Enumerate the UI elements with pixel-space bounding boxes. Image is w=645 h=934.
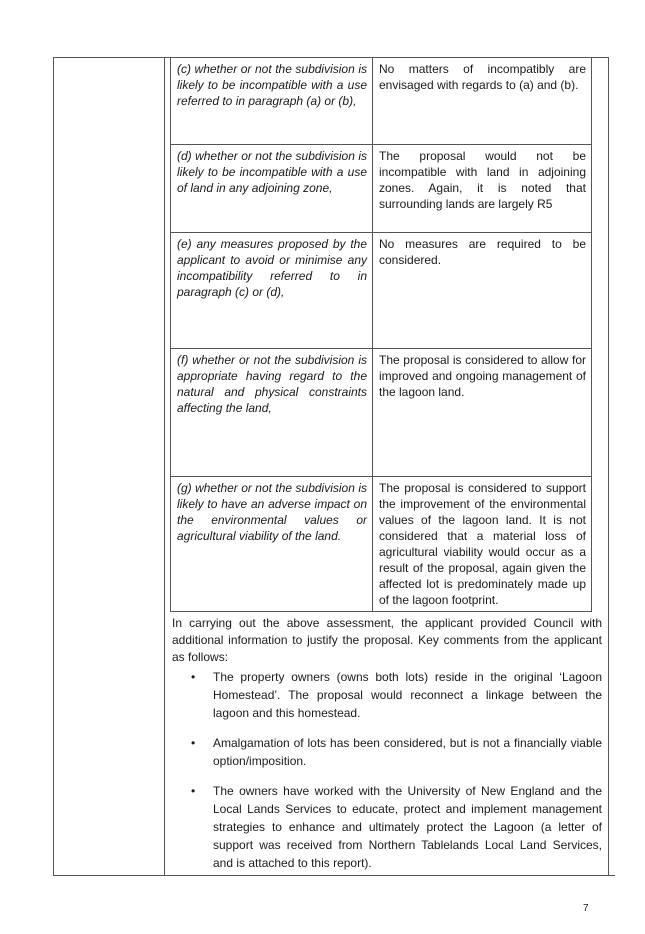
bullet-icon: • — [191, 736, 196, 750]
list-item-text: The owners have worked with the University of New England and the Local Lands Services to educate, protect and implement management strategies to enhance and ultimately protect the Lagoon (a letter of support was received from Northern Tablelands Local Land Services, and is attached to this report). — [213, 784, 602, 870]
list-item-text: The property owners (owns both lots) reside in the original ‘Lagoon Homestead’. The proposal would reconnect a linkage between the lagoon and this homestead. — [213, 670, 602, 720]
criteria-row-e — [171, 233, 592, 349]
criteria-question: (e) any measures proposed by the applicant to avoid or minimise any incompatibility referred to in paragraph (c) or (d), — [171, 233, 373, 349]
criteria-answer: No measures are required to be considered. — [373, 233, 592, 349]
applicant-comments-list — [172, 668, 602, 872]
criteria-answer: No matters of incompatibly are envisaged with regards to (a) and (b). — [373, 58, 592, 145]
list-item — [172, 734, 602, 770]
bullet-icon: • — [191, 670, 196, 684]
list-item — [172, 668, 602, 722]
criteria-row-c — [171, 58, 592, 145]
assessment-intro: In carrying out the above assessment, the applicant provided Council with additional information to justify the proposal. Key comments from the applicant as follows: — [172, 616, 602, 664]
list-item-text: Amalgamation of lots has been considered, but is not a financially viable option/imposition. — [213, 736, 602, 768]
bullet-icon: • — [191, 784, 196, 798]
criteria-answer: The proposal is considered to support the improvement of the environmental values of the lagoon land. It is not considered that a material loss of agricultural viability would occur as a result of the proposal, again given the affected lot is predominately made up of the lagoon footprint. — [373, 477, 592, 612]
criteria-answer: The proposal would not be incompatible with land in adjoining zones. Again, it is noted that surrounding lands are largely R5 — [373, 145, 592, 233]
criteria-question: (g) whether or not the subdivision is likely to have an adverse impact on the environmental values or agricultural viability of the land. — [171, 477, 373, 612]
frame-rule — [609, 875, 615, 876]
page-number: 7 — [583, 903, 589, 914]
criteria-row-f — [171, 349, 592, 477]
criteria-row-d — [171, 145, 592, 233]
criteria-table — [170, 57, 592, 612]
criteria-question: (d) whether or not the subdivision is likely to be incompatible with a use of land in any adjoining zone, — [171, 145, 373, 233]
criteria-question: (c) whether or not the subdivision is likely to be incompatible with a use referred to in paragraph (a) or (b), — [171, 58, 373, 145]
criteria-question: (f) whether or not the subdivision is appropriate having regard to the natural and physical constraints affecting the land, — [171, 349, 373, 477]
criteria-answer: The proposal is considered to allow for improved and ongoing management of the lagoon land. — [373, 349, 592, 477]
column-divider — [164, 57, 165, 876]
list-item — [172, 782, 602, 872]
criteria-row-g — [171, 477, 592, 612]
